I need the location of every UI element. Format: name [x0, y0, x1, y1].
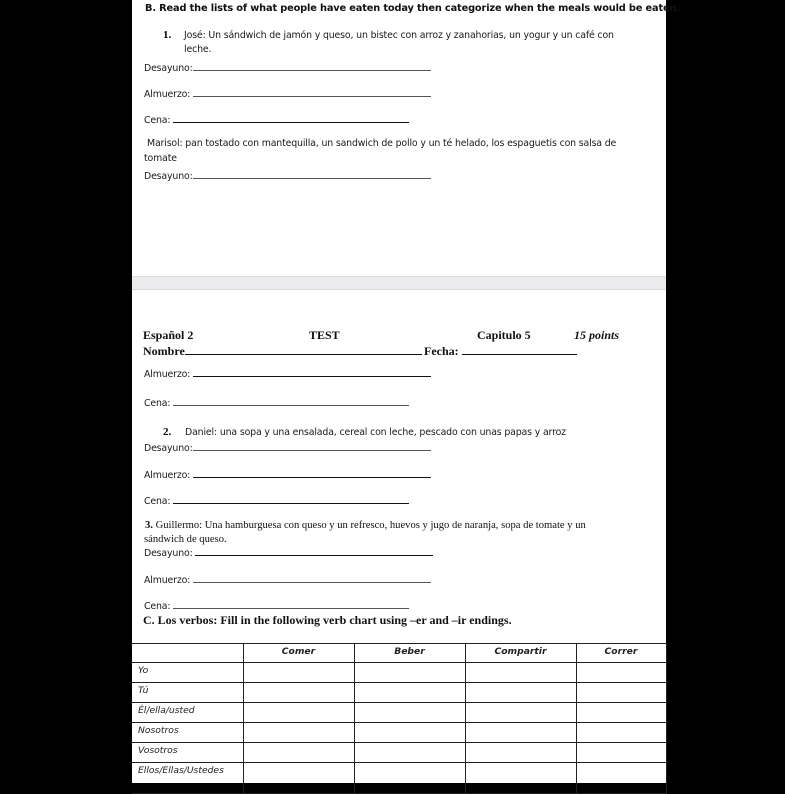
cena-field[interactable] — [144, 396, 409, 409]
answer-line[interactable] — [173, 494, 409, 504]
almuerzo-field[interactable] — [144, 468, 431, 481]
name-field[interactable] — [143, 343, 422, 359]
answer-cell[interactable] — [243, 743, 354, 763]
cena-field[interactable] — [144, 494, 409, 507]
desayuno-label: Desayuno: — [144, 171, 193, 182]
row-label: Yo — [132, 663, 243, 683]
answer-line[interactable] — [193, 169, 431, 179]
almuerzo-label: Almuerzo: — [144, 575, 191, 586]
table-row — [132, 723, 666, 743]
answer-cell[interactable] — [576, 683, 666, 703]
table-row — [132, 663, 666, 683]
date-field[interactable] — [424, 343, 577, 359]
desayuno-label: Desayuno: — [144, 548, 193, 559]
verb-chart-header-row — [132, 644, 666, 663]
column-header-compartir: Compartir — [465, 644, 576, 663]
column-header — [132, 644, 243, 663]
item-number: 1. — [163, 29, 172, 41]
page-break — [132, 276, 666, 290]
answer-cell[interactable] — [465, 743, 576, 763]
chapter-label: Capitulo 5 — [477, 328, 531, 342]
item-3-text-line1 — [145, 520, 586, 531]
answer-cell[interactable] — [576, 663, 666, 683]
item-text: Guillermo: Una hamburguesa con queso y un refresco, huevos y jugo de naranja, sopa de tomate y un — [155, 520, 586, 531]
answer-line[interactable] — [173, 113, 409, 123]
answer-cell[interactable] — [465, 703, 576, 723]
desayuno-field[interactable] — [144, 441, 431, 454]
row-label: Nosotros — [132, 723, 243, 743]
answer-cell[interactable] — [354, 703, 465, 723]
answer-cell[interactable] — [465, 683, 576, 703]
date-label: Fecha: — [424, 344, 459, 358]
answer-cell[interactable] — [243, 703, 354, 723]
table-row — [132, 743, 666, 763]
points-label: 15 points — [574, 328, 620, 342]
answer-cell[interactable] — [354, 723, 465, 743]
answer-cell[interactable] — [354, 683, 465, 703]
cena-label: Cena: — [144, 398, 171, 409]
row-label: Él/ella/usted — [132, 703, 243, 723]
answer-cell[interactable] — [576, 723, 666, 743]
desayuno-label: Desayuno: — [144, 63, 193, 74]
answer-cell[interactable] — [576, 743, 666, 763]
name-label: Nombre — [143, 344, 185, 358]
cena-field[interactable] — [144, 599, 409, 612]
desayuno-label: Desayuno: — [144, 443, 193, 454]
answer-line[interactable] — [195, 546, 433, 556]
answer-cell[interactable] — [243, 723, 354, 743]
item-number: 3. — [145, 520, 153, 531]
answer-line[interactable] — [173, 396, 409, 406]
desayuno-field[interactable] — [144, 61, 431, 74]
verb-chart — [132, 643, 667, 794]
cena-field[interactable] — [144, 113, 409, 126]
item-text: Daniel: una sopa y una ensalada, cereal con leche, pescado con unas papas y arroz — [185, 427, 566, 438]
course-name: Español 2 — [143, 328, 194, 342]
section-c-heading: C. Los verbos: Fill in the following verb chart using –er and –ir endings. — [143, 613, 512, 627]
worksheet-page-top — [132, 0, 680, 276]
item-text: tomate — [144, 153, 177, 164]
test-title: TEST — [309, 328, 340, 342]
answer-line[interactable] — [193, 573, 431, 583]
answer-cell[interactable] — [576, 763, 666, 794]
table-row — [132, 703, 666, 723]
item-number: 2. — [163, 426, 172, 438]
item-text: Marisol: pan tostado con mantequilla, un sandwich de pollo y un té helado, los espaguetis con salsa de — [147, 138, 617, 149]
worksheet-page-bottom — [132, 290, 666, 783]
answer-cell[interactable] — [354, 663, 465, 683]
almuerzo-field[interactable] — [144, 367, 431, 380]
row-label: Ellos/Ellas/Ustedes — [132, 763, 243, 794]
item-text: José: Un sándwich de jamón y queso, un bistec con arroz y zanahorias, un yogur y un café con — [184, 30, 614, 41]
answer-cell[interactable] — [465, 723, 576, 743]
answer-cell[interactable] — [243, 763, 354, 794]
date-answer-line[interactable] — [462, 343, 577, 355]
answer-cell[interactable] — [354, 743, 465, 763]
cena-label: Cena: — [144, 496, 171, 507]
row-label: Vosotros — [132, 743, 243, 763]
column-header-comer: Comer — [243, 644, 354, 663]
cena-label: Cena: — [144, 115, 171, 126]
cena-label: Cena: — [144, 601, 171, 612]
answer-line[interactable] — [173, 599, 409, 609]
row-label: Tú — [132, 683, 243, 703]
almuerzo-field[interactable] — [144, 87, 431, 100]
answer-line[interactable] — [193, 441, 431, 451]
answer-cell[interactable] — [243, 663, 354, 683]
answer-line[interactable] — [193, 61, 431, 71]
table-row — [132, 763, 666, 794]
desayuno-field[interactable] — [144, 169, 431, 182]
section-b-heading: B. Read the lists of what people have eaten today then categorize when the meals would be eaten. — [145, 3, 680, 14]
answer-cell[interactable] — [243, 683, 354, 703]
almuerzo-label: Almuerzo: — [144, 89, 191, 100]
desayuno-field[interactable] — [144, 546, 433, 559]
answer-cell[interactable] — [354, 763, 465, 794]
item-text: leche. — [184, 44, 212, 55]
answer-line[interactable] — [193, 367, 431, 377]
name-answer-line[interactable] — [185, 343, 422, 355]
answer-cell[interactable] — [465, 763, 576, 794]
answer-cell[interactable] — [465, 663, 576, 683]
table-row — [132, 683, 666, 703]
almuerzo-label: Almuerzo: — [144, 470, 191, 481]
almuerzo-label: Almuerzo: — [144, 369, 191, 380]
column-header-beber: Beber — [354, 644, 465, 663]
answer-cell[interactable] — [576, 703, 666, 723]
answer-line[interactable] — [193, 87, 431, 97]
column-header-correr: Correr — [576, 644, 666, 663]
item-text: sándwich de queso. — [144, 534, 227, 545]
answer-line[interactable] — [193, 468, 431, 478]
almuerzo-field[interactable] — [144, 573, 431, 586]
